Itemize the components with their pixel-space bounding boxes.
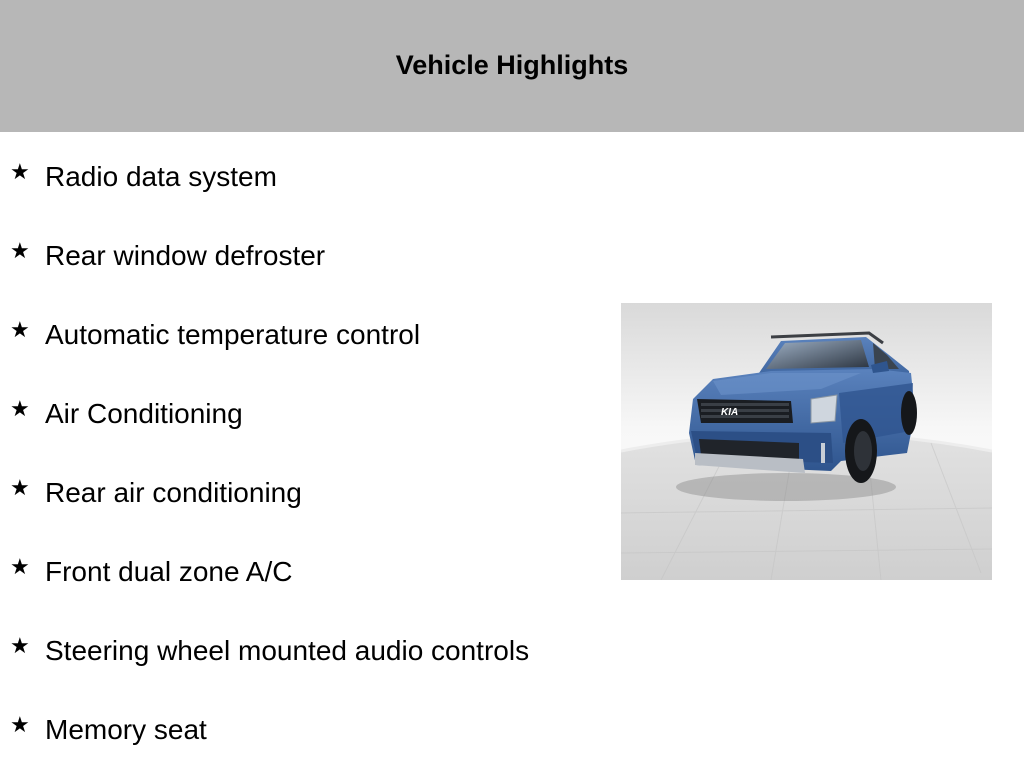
feature-label: Front dual zone A/C [45, 556, 293, 587]
vehicle-photo [621, 303, 992, 580]
feature-label: Radio data system [45, 161, 277, 192]
star-icon: ★ [10, 712, 30, 737]
header-banner [0, 0, 1024, 132]
brand-badge: KIA [721, 407, 739, 418]
star-icon: ★ [10, 238, 30, 263]
page-title: Vehicle Highlights [395, 49, 629, 80]
star-icon: ★ [10, 633, 30, 658]
vehicle-illustration [621, 303, 992, 580]
feature-label: Air Conditioning [45, 398, 243, 429]
feature-label: Automatic temperature control [45, 319, 421, 350]
feature-label: Rear air conditioning [45, 477, 302, 508]
star-icon: ★ [10, 396, 30, 421]
star-icon: ★ [10, 554, 30, 579]
feature-label: Rear window defroster [45, 240, 326, 271]
star-icon: ★ [10, 317, 30, 342]
star-icon: ★ [10, 475, 30, 500]
feature-label: Memory seat [45, 714, 207, 745]
feature-label: Steering wheel mounted audio controls [45, 635, 530, 666]
star-icon: ★ [10, 159, 30, 184]
